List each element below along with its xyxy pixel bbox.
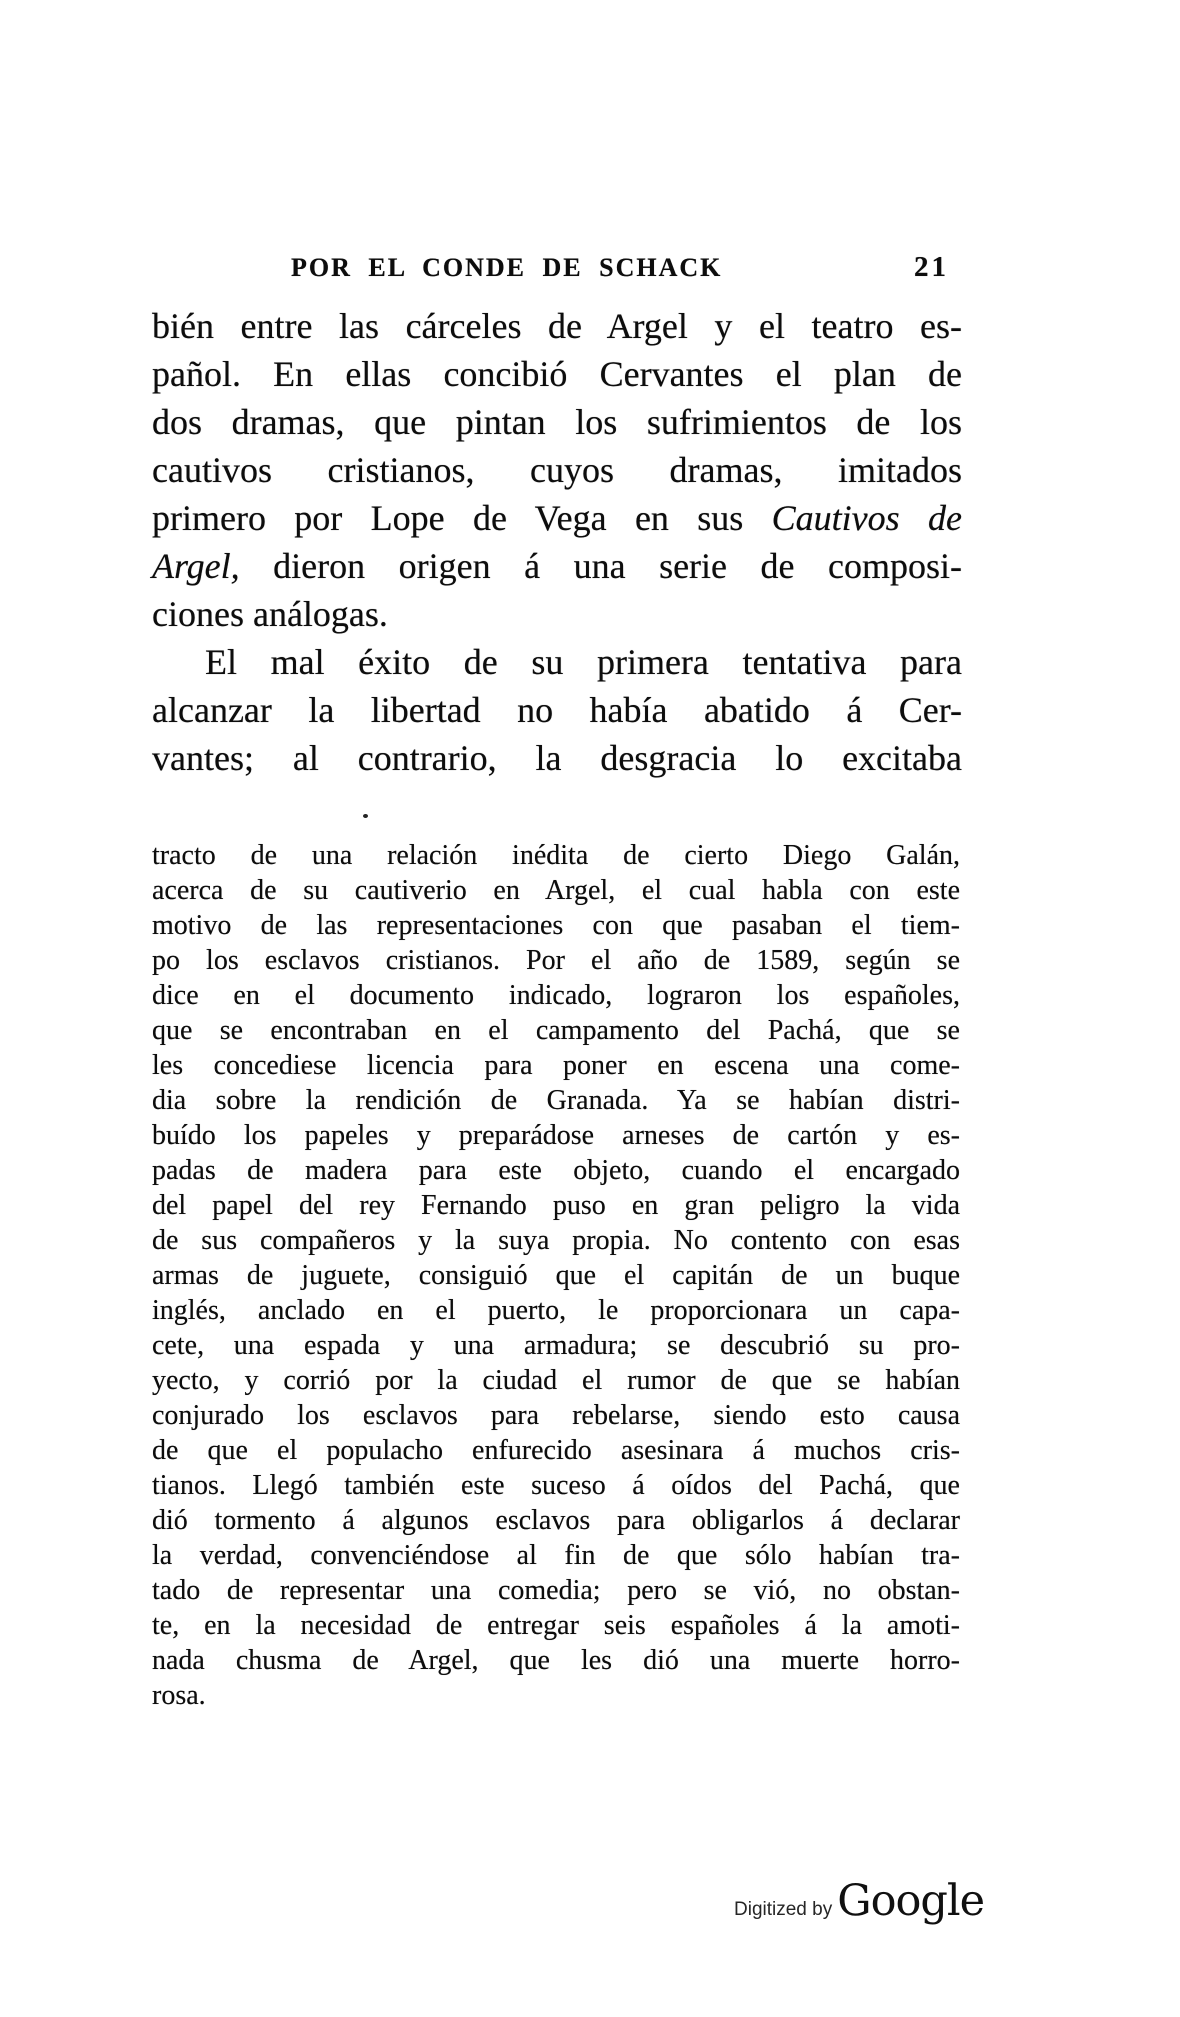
- text-segment: inglés, anclado en el puerto, le proporcionara un capa-: [152, 1295, 960, 1326]
- google-watermark: [734, 1876, 984, 1926]
- text-line: [152, 838, 960, 873]
- text-segment: tado de representar una comedia; pero se vió, no obstan-: [152, 1575, 960, 1606]
- text-segment: armas de juguete, consiguió que el capitán de un buque: [152, 1260, 960, 1291]
- text-segment: conjurado los esclavos para rebelarse, siendo esto causa: [152, 1400, 960, 1431]
- google-logo-text: Google: [837, 1876, 985, 1926]
- text-line: [152, 1468, 960, 1503]
- text-line: [152, 734, 962, 782]
- text-line: [152, 302, 962, 350]
- page-number: 21: [914, 251, 949, 283]
- footnote-block: [152, 838, 960, 1713]
- text-segment: dice en el documento indicado, lograron los españoles,: [152, 980, 960, 1011]
- digitized-by-label: Digitized by: [734, 1899, 833, 1920]
- text-segment: yecto, y corrió por la ciudad el rumor de que se habían: [152, 1365, 960, 1396]
- text-segment: cautivos cristianos, cuyos dramas, imitados: [152, 450, 962, 490]
- text-segment: tracto de una relación inédita de cierto Diego Galán,: [152, 840, 960, 871]
- italic-text-segment: Argel,: [152, 546, 240, 586]
- text-line: [152, 1293, 960, 1328]
- text-line: [152, 1608, 960, 1643]
- text-line: [152, 1503, 960, 1538]
- text-segment: de que el populacho enfurecido asesinara á muchos cris-: [152, 1435, 960, 1466]
- text-segment: po los esclavos cristianos. Por el año de 1589, según se: [152, 945, 960, 976]
- text-line: [152, 1328, 960, 1363]
- text-line: [152, 943, 960, 978]
- text-segment: te, en la necesidad de entregar seis españoles á la amoti-: [152, 1610, 960, 1641]
- text-line: [152, 978, 960, 1013]
- text-line: [152, 1643, 960, 1678]
- main-text-block: [152, 302, 962, 782]
- text-line: [152, 1573, 960, 1608]
- text-line: [152, 1223, 960, 1258]
- text-line: [152, 638, 962, 686]
- text-segment: vantes; al contrario, la desgracia lo excitaba: [152, 738, 962, 778]
- text-line: [152, 1678, 960, 1713]
- text-line: [152, 908, 960, 943]
- text-segment: motivo de las representaciones con que pasaban el tiem-: [152, 910, 960, 941]
- text-line: [152, 1118, 960, 1153]
- text-segment: les concediese licencia para poner en escena una come-: [152, 1050, 960, 1081]
- text-segment: dia sobre la rendición de Granada. Ya se habían distri-: [152, 1085, 960, 1116]
- text-segment: El mal éxito de su primera tentativa para: [205, 642, 962, 682]
- text-segment: padas de madera para este objeto, cuando el encargado: [152, 1155, 960, 1186]
- text-line: [152, 1433, 960, 1468]
- text-segment: pañol. En ellas concibió Cervantes el plan de: [152, 354, 962, 394]
- text-line: [152, 1048, 960, 1083]
- text-segment: tianos. Llegó también este suceso á oídos del Pachá, que: [152, 1470, 960, 1501]
- text-line: [152, 1538, 960, 1573]
- text-segment: dieron origen á una serie de composi-: [239, 546, 962, 586]
- italic-text-segment: Cautivos de: [771, 498, 962, 538]
- text-line: [152, 1153, 960, 1188]
- text-segment: buído los papeles y preparádose arneses de cartón y es-: [152, 1120, 960, 1151]
- text-segment: dos dramas, que pintan los sufrimientos de los: [152, 402, 962, 442]
- text-line: [152, 873, 960, 908]
- text-segment: alcanzar la libertad no había abatido á Cer-: [152, 690, 962, 730]
- text-line: [152, 1188, 960, 1223]
- text-line: [152, 590, 962, 638]
- text-line: [152, 1363, 960, 1398]
- text-line: [152, 494, 962, 542]
- text-segment: del papel del rey Fernando puso en gran peligro la vida: [152, 1190, 960, 1221]
- text-segment: ciones análogas.: [152, 594, 388, 634]
- text-segment: la verdad, convenciéndose al fin de que sólo habían tra-: [152, 1540, 960, 1571]
- text-line: [152, 1258, 960, 1293]
- text-segment: nada chusma de Argel, que les dió una muerte horro-: [152, 1645, 960, 1676]
- text-line: [152, 686, 962, 734]
- ink-dot-artifact: [363, 814, 368, 818]
- text-line: [152, 542, 962, 590]
- text-line: [152, 1398, 960, 1433]
- text-segment: cete, una espada y una armadura; se descubrió su pro-: [152, 1330, 960, 1361]
- text-segment: primero por Lope de Vega en sus: [152, 498, 772, 538]
- text-segment: que se encontraban en el campamento del Pachá, que se: [152, 1015, 960, 1046]
- text-line: [152, 446, 962, 494]
- text-line: [152, 350, 962, 398]
- text-line: [152, 1083, 960, 1118]
- text-line: [152, 398, 962, 446]
- text-segment: rosa.: [152, 1680, 206, 1711]
- text-line: [152, 1013, 960, 1048]
- text-segment: bién entre las cárceles de Argel y el teatro es-: [152, 306, 962, 346]
- text-segment: dió tormento á algunos esclavos para obligarlos á declarar: [152, 1505, 960, 1536]
- text-segment: de sus compañeros y la suya propia. No contento con esas: [152, 1225, 960, 1256]
- running-header-title: POR EL CONDE DE SCHACK: [291, 253, 723, 282]
- text-segment: acerca de su cautiverio en Argel, el cual habla con este: [152, 875, 960, 906]
